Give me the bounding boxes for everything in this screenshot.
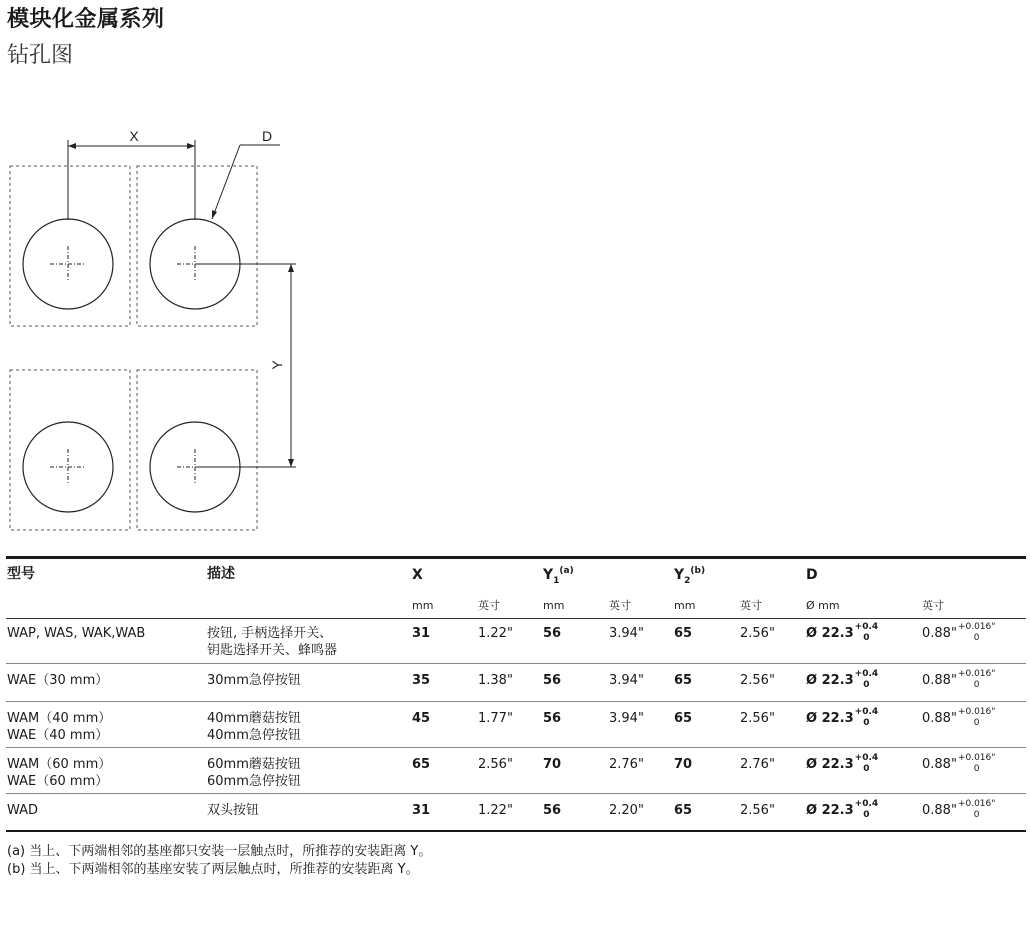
cell-y1-mm: 70: [543, 757, 562, 772]
cell-model: WAM（40 mm）: [7, 711, 112, 726]
cell-description: 30mm急停按钮: [207, 673, 301, 688]
dimension-x-label: X: [129, 128, 139, 144]
cell-y1-in: 3.94": [609, 626, 644, 641]
header-model: 型号: [7, 566, 35, 582]
tolerance-in: +0.016" 0: [957, 799, 996, 820]
cell-model: WAE（60 mm）: [7, 774, 109, 789]
cell-y1-in: 2.76": [609, 757, 644, 772]
dimension-y-label: Y: [269, 360, 285, 370]
cell-y1-in: 3.94": [609, 673, 644, 688]
cell-y2-in: 2.56": [740, 626, 775, 641]
cell-d-mm: Ø 22.3 +0.4 0: [806, 669, 879, 690]
cell-y1-mm: 56: [543, 673, 562, 688]
cell-y2-in: 2.76": [740, 757, 775, 772]
cell-x-in: 2.56": [478, 757, 513, 772]
cell-description: 按钮, 手柄选择开关、: [207, 626, 333, 641]
cell-description: 40mm蘑菇按钮: [207, 711, 301, 726]
cell-description: 钥匙选择开关、蜂鸣器: [207, 643, 338, 658]
cell-y1-in: 3.94": [609, 711, 644, 726]
cell-d-mm: Ø 22.3 +0.4 0: [806, 799, 879, 820]
cell-model: WAM（60 mm）: [7, 757, 112, 772]
tolerance-in: +0.016" 0: [957, 707, 996, 728]
unit-y1-in: 英寸: [609, 599, 631, 612]
tolerance-mm: +0.4 0: [854, 669, 879, 690]
cell-d-in: 0.88" +0.016" 0: [922, 707, 996, 728]
cell-y2-in: 2.56": [740, 673, 775, 688]
row-divider: [6, 747, 1026, 748]
cell-x-in: 1.77": [478, 711, 513, 726]
cell-y2-mm: 65: [674, 673, 693, 688]
cell-x-in: 1.22": [478, 803, 513, 818]
cell-d-in: 0.88" +0.016" 0: [922, 622, 996, 643]
unit-x-mm: mm: [412, 599, 434, 612]
unit-y1-mm: mm: [543, 599, 565, 612]
cell-model: WAE（40 mm）: [7, 728, 109, 743]
header-y1: $Y_1^{(a)}$: [543, 566, 574, 586]
module-outline-bottom-right: [137, 370, 257, 530]
row-divider: [6, 793, 1026, 794]
cell-model: WAD: [7, 803, 39, 818]
cell-y2-in: 2.56": [740, 711, 775, 726]
row-divider: [6, 663, 1026, 664]
page-title: 模块化金属系列: [7, 7, 165, 32]
cell-x-mm: 35: [412, 673, 431, 688]
cell-x-in: 1.38": [478, 673, 513, 688]
module-outline-top-right: [137, 166, 257, 326]
cell-model: WAP, WAS, WAK,WAB: [7, 626, 146, 641]
cell-y2-mm: 70: [674, 757, 693, 772]
tolerance-mm: +0.4 0: [854, 707, 879, 728]
cell-y1-mm: 56: [543, 803, 562, 818]
cell-description: 60mm蘑菇按钮: [207, 757, 301, 772]
unit-d-in: 英寸: [922, 599, 944, 612]
module-outline-top-left: [10, 166, 130, 326]
drilling-diagram: [0, 110, 320, 540]
cell-y2-mm: 65: [674, 626, 693, 641]
cell-x-mm: 31: [412, 626, 431, 641]
cell-d-mm: Ø 22.3 +0.4 0: [806, 753, 879, 774]
cell-description: 双头按钮: [207, 803, 260, 818]
tolerance-in: +0.016" 0: [957, 753, 996, 774]
cell-y2-in: 2.56": [740, 803, 775, 818]
footnote-a: (a) 当上、下两端相邻的基座都只安装一层触点时，所推荐的安装距离 Y。: [7, 844, 432, 859]
cell-y2-mm: 65: [674, 711, 693, 726]
row-divider: [6, 701, 1026, 702]
cell-y1-mm: 56: [543, 711, 562, 726]
tolerance-in: +0.016" 0: [957, 622, 996, 643]
tolerance-mm: +0.4 0: [854, 622, 879, 643]
page-subtitle: 钻孔图: [7, 43, 74, 68]
tolerance-mm: +0.4 0: [854, 799, 879, 820]
cell-d-mm: Ø 22.3 +0.4 0: [806, 707, 879, 728]
cell-y1-mm: 56: [543, 626, 562, 641]
module-outline-bottom-left: [10, 370, 130, 530]
cell-x-mm: 31: [412, 803, 431, 818]
unit-y2-in: 英寸: [740, 599, 762, 612]
cell-model: WAE（30 mm）: [7, 673, 109, 688]
unit-y2-mm: mm: [674, 599, 696, 612]
cell-x-mm: 45: [412, 711, 431, 726]
cell-description: 60mm急停按钮: [207, 774, 301, 789]
cell-d-in: 0.88" +0.016" 0: [922, 799, 996, 820]
cell-d-mm: Ø 22.3 +0.4 0: [806, 622, 879, 643]
unit-d-mm: Ø mm: [806, 599, 840, 612]
header-y2: $Y_2^{(b)}$: [674, 566, 706, 586]
footnote-b: (b) 当上、下两端相邻的基座安装了两层触点时，所推荐的安装距离 Y。: [7, 862, 419, 877]
header-d: D: [806, 567, 818, 583]
header-description: 描述: [207, 566, 235, 582]
table-top-rule: [6, 556, 1026, 559]
tolerance-in: +0.016" 0: [957, 669, 996, 690]
cell-x-mm: 65: [412, 757, 431, 772]
table-bottom-rule: [6, 830, 1026, 832]
tolerance-mm: +0.4 0: [854, 753, 879, 774]
cell-description: 40mm急停按钮: [207, 728, 301, 743]
cell-y2-mm: 65: [674, 803, 693, 818]
cell-y1-in: 2.20": [609, 803, 644, 818]
dimension-d-label: D: [261, 128, 273, 144]
unit-x-in: 英寸: [478, 599, 500, 612]
cell-d-in: 0.88" +0.016" 0: [922, 669, 996, 690]
header-x: X: [412, 567, 423, 583]
cell-d-in: 0.88" +0.016" 0: [922, 753, 996, 774]
cell-x-in: 1.22": [478, 626, 513, 641]
header-rule: [6, 618, 1026, 619]
